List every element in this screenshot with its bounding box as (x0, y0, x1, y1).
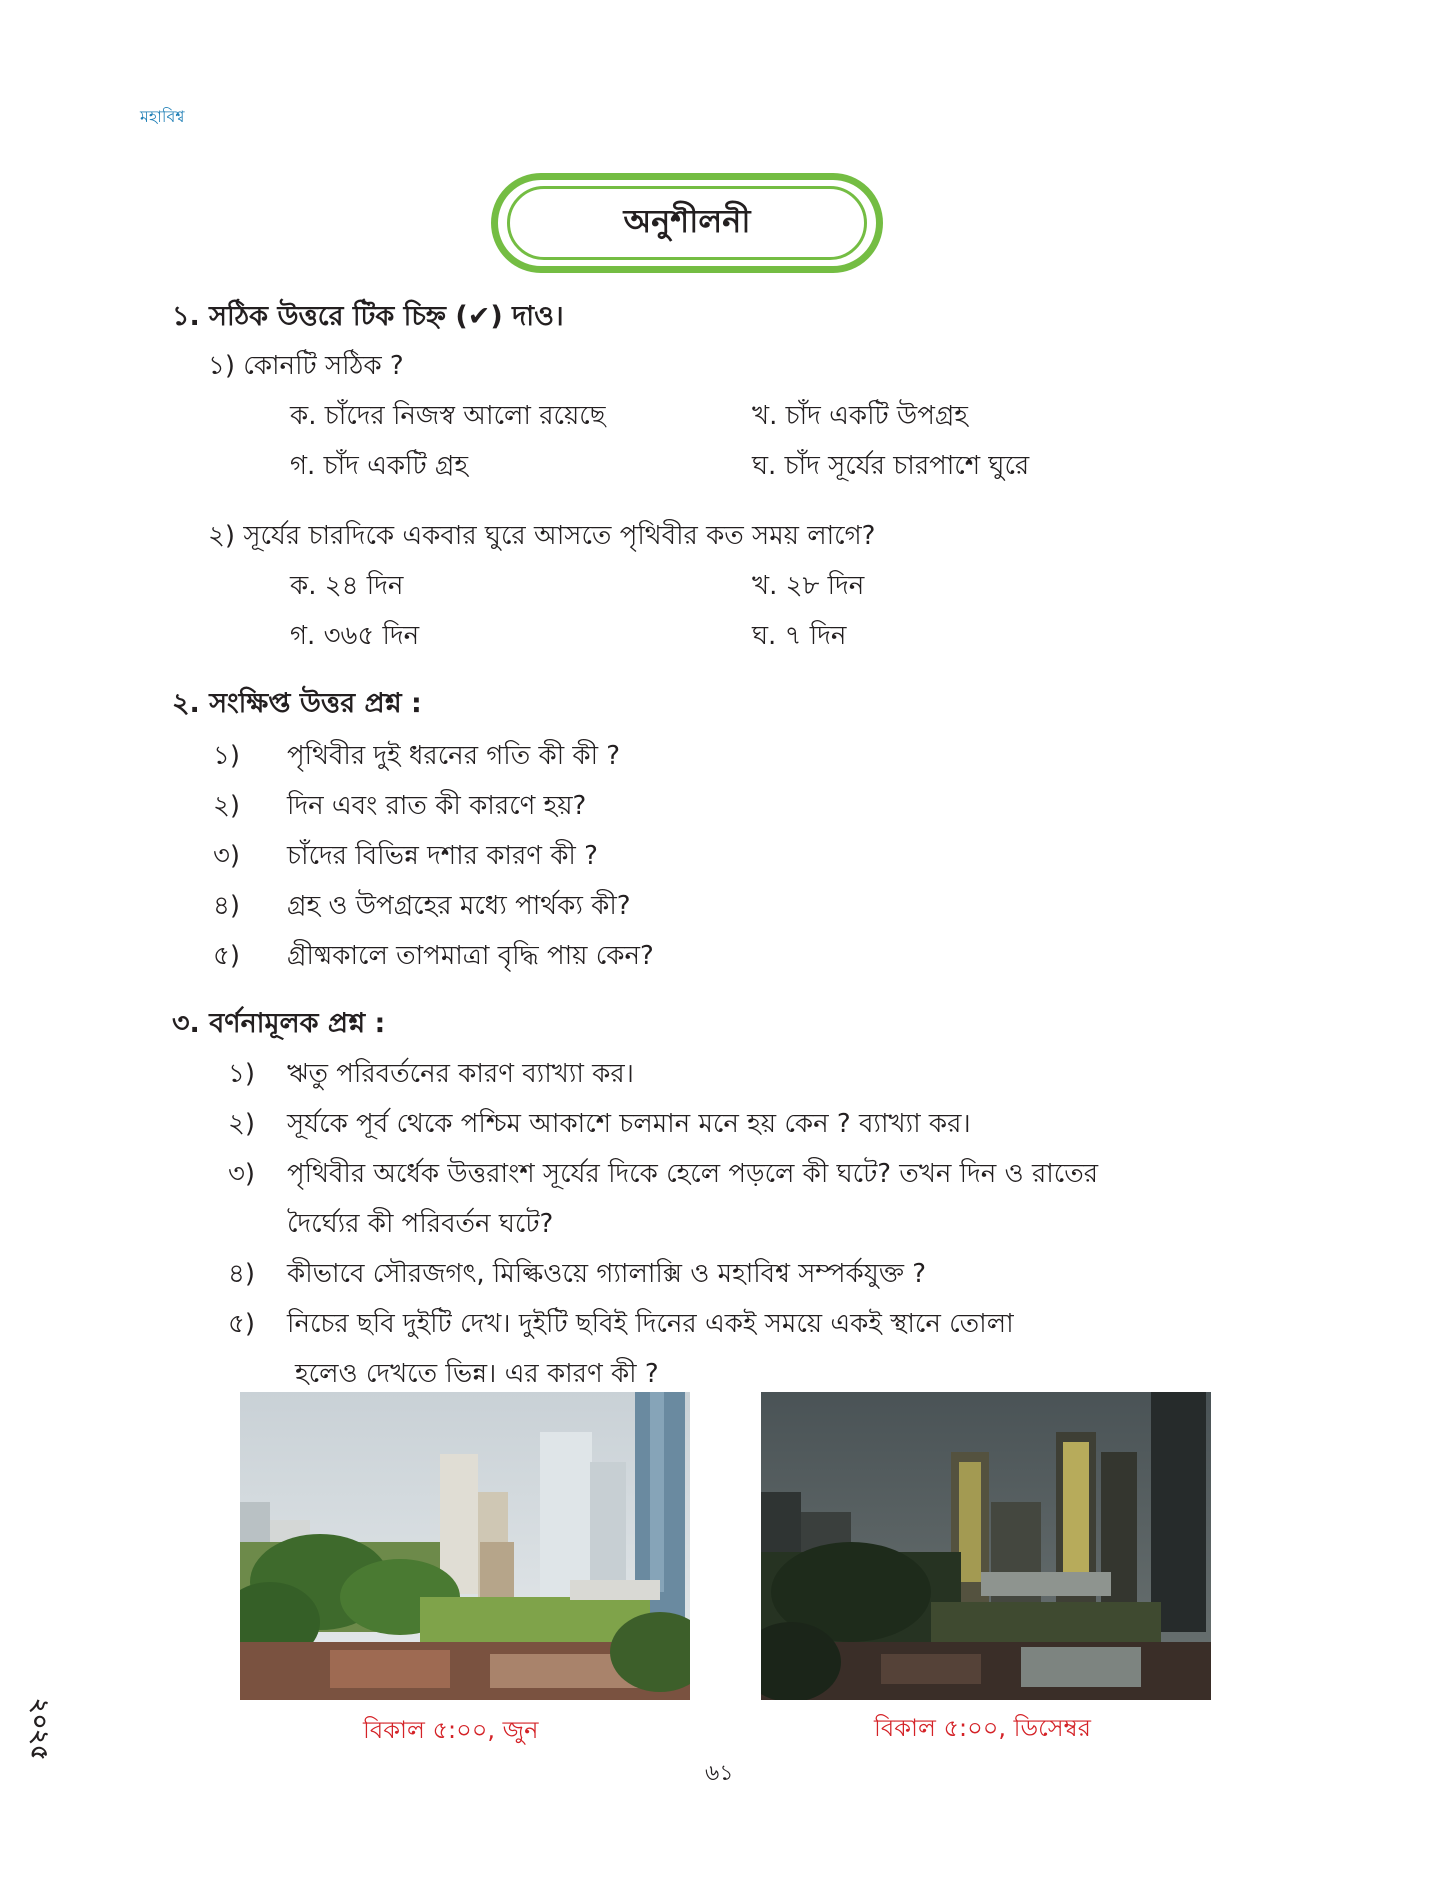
year-mark: ২০২৫ (26, 1698, 54, 1761)
s3-item-text-continued: হলেও দেখতে ভিন্ন। এর কারণ কী ? (295, 1359, 659, 1389)
s3-item-text: নিচের ছবি দুইটি দেখ। দুইটি ছবিই দিনের একই সময়ে একই স্থানে তোলা (287, 1309, 1014, 1339)
s3-item-number: ১) (228, 1059, 256, 1089)
s3-item-number: ৩) (228, 1159, 256, 1189)
section1-heading: ১. সঠিক উত্তরে টিক চিহ্ন (✔) দাও। (172, 301, 564, 332)
s2-item-number: ৩) (213, 841, 241, 871)
s1-q2-option-kha: খ. ২৮ দিন (752, 571, 865, 601)
s1-q1-option-ka: ক. চাঁদের নিজস্ব আলো রয়েছে (290, 401, 606, 431)
s3-item-text: পৃথিবীর অর্ধেক উত্তরাংশ সূর্যের দিকে হেলে পড়লে কী ঘটে? তখন দিন ও রাতের (287, 1159, 1099, 1189)
s2-item-number: ১) (213, 741, 241, 771)
s1-q2-option-ga: গ. ৩৬৫ দিন (290, 621, 420, 651)
s2-item-text: গ্রহ ও উপগ্রহের মধ্যে পার্থক্য কী? (287, 891, 631, 921)
running-head: মহাবিশ্ব (140, 107, 185, 126)
s1-q1-label: ১) কোনটি সঠিক ? (208, 351, 404, 381)
s2-item-text: চাঁদের বিভিন্ন দশার কারণ কী ? (287, 841, 598, 871)
s3-item-text: ঋতু পরিবর্তনের কারণ ব্যাখ্যা কর। (287, 1059, 634, 1089)
s1-q2-option-ka: ক. ২৪ দিন (290, 571, 404, 601)
s2-item-text: দিন এবং রাত কী কারণে হয়? (287, 791, 587, 821)
s2-item-number: ৫) (213, 941, 241, 971)
s3-item-number: ৪) (228, 1259, 256, 1289)
december-photo-caption: বিকাল ৫:০০, ডিসেম্বর (874, 1714, 1091, 1742)
page-number: ৬১ (705, 1761, 734, 1786)
s2-item-text: পৃথিবীর দুই ধরনের গতি কী কী ? (287, 741, 621, 771)
section3-heading: ৩. বর্ণনামূলক প্রশ্ন : (172, 1008, 386, 1039)
page-title: অনুশীলনী (507, 186, 867, 260)
s3-item-text: কীভাবে সৌরজগৎ, মিল্কিওয়ে গ্যালাক্সি ও মহাবিশ্ব সম্পর্কযুক্ত ? (287, 1259, 927, 1289)
june-city-photo (240, 1392, 690, 1700)
s2-item-text: গ্রীষ্মকালে তাপমাত্রা বৃদ্ধি পায় কেন? (287, 941, 654, 971)
section2-heading: ২. সংক্ষিপ্ত উত্তর প্রশ্ন : (172, 688, 422, 719)
s3-item-text: সূর্যকে পূর্ব থেকে পশ্চিম আকাশে চলমান মনে হয় কেন ? ব্যাখ্যা কর। (287, 1109, 971, 1139)
june-photo-caption: বিকাল ৫:০০, জুন (363, 1716, 539, 1744)
s1-q1-option-kha: খ. চাঁদ একটি উপগ্রহ (752, 401, 968, 431)
december-city-photo (761, 1392, 1211, 1700)
s3-item-text-continued: দৈর্ঘ্যের কী পরিবর্তন ঘটে? (287, 1209, 554, 1239)
s2-item-number: ৪) (213, 891, 241, 921)
s1-q1-option-gha: ঘ. চাঁদ সূর্যের চারপাশে ঘুরে (752, 451, 1030, 481)
s3-item-number: ৫) (228, 1309, 256, 1339)
s1-q2-option-gha: ঘ. ৭ দিন (752, 621, 847, 651)
s1-q1-option-ga: গ. চাঁদ একটি গ্রহ (290, 451, 469, 481)
s1-q2-label: ২) সূর্যের চারদিকে একবার ঘুরে আসতে পৃথিবীর কত সময় লাগে? (208, 521, 876, 551)
s2-item-number: ২) (213, 791, 241, 821)
s3-item-number: ২) (228, 1109, 256, 1139)
